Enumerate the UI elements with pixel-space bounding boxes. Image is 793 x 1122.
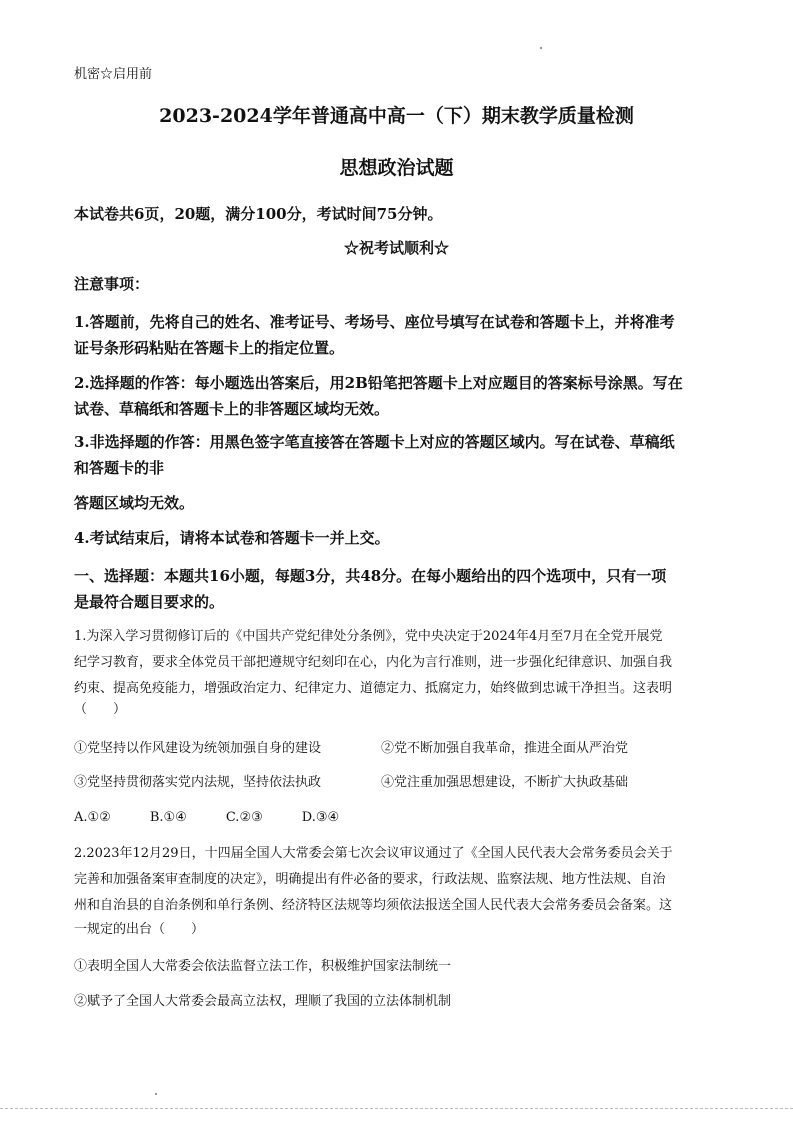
exam-subject: 思想政治试题 bbox=[339, 157, 454, 179]
note-1-line-2: 证号条形码粘贴在答题卡上的指定位置。 bbox=[74, 339, 345, 357]
q1-statement-4: ④党注重加强思想建设，不断扩大执政基础 bbox=[381, 775, 629, 790]
section-1-line-1: 一、选择题：本题共16小题，每题3分，共48分。在每小题给出的四个选项中，只有一项 bbox=[74, 567, 667, 585]
q2-statement-1: ①表明全国人大常委会依法监督立法工作，积极维护国家法制统一 bbox=[74, 959, 452, 974]
note-3-line-1: 3.非选择题的作答：用黑色签字笔直接答在答题卡上对应的答题区域内。写在试卷、草稿纸 bbox=[74, 433, 675, 451]
notes-heading: 注意事项： bbox=[74, 275, 150, 293]
q1-stem-line-1: 1.为深入学习贯彻修订后的《中国共产党纪律处分条例》，党中央决定于2024年4月至7月在全党开展党 bbox=[74, 629, 663, 644]
q2-stem-line-3: 州和自治县的自治条例和单行条例、经济特区法规等均须依法报送全国人民代表大会常务委员会备案。这 bbox=[74, 898, 673, 913]
q2-stem-line-1: 2.2023年12月29日，十四届全国人大常委会第七次会议审议通过了《全国人民代表大会常务委员会关于 bbox=[74, 846, 673, 861]
blessing: ☆祝考试顺利☆ bbox=[343, 239, 449, 257]
q1-statement-3: ③党坚持贯彻落实党内法规，坚持依法执政 bbox=[74, 775, 322, 790]
q1-stem-line-3: 约束、提高免疫能力，增强政治定力、纪律定力、道德定力、抵腐定力，始终做到忠诚干净担当。这表明 bbox=[74, 681, 673, 696]
q2-stem-line-4: 一规定的出台（ ） bbox=[74, 922, 205, 937]
note-3-line-3: 答题区域均无效。 bbox=[74, 494, 195, 512]
confidential-label: 机密☆启用前 bbox=[74, 67, 153, 82]
exam-title: 2023-2024学年普通高中高一（下）期末教学质量检测 bbox=[159, 105, 634, 127]
scan-dot bbox=[540, 47, 542, 49]
note-4: 4.考试结束后，请将本试卷和答题卡一并上交。 bbox=[74, 529, 390, 547]
q2-statement-2: ②赋予了全国人大常委会最高立法权，理顺了我国的立法体制机制 bbox=[74, 994, 452, 1009]
scan-dot bbox=[155, 1093, 157, 1095]
section-1-line-2: 是最符合题目要求的。 bbox=[74, 593, 225, 611]
q1-statement-1: ①党坚持以作风建设为统领加强自身的建设 bbox=[74, 741, 322, 756]
page-bottom-divider bbox=[0, 1108, 793, 1109]
exam-info: 本试卷共6页，20题，满分100分，考试时间75分钟。 bbox=[74, 205, 443, 223]
note-3-line-2: 和答题卡的非 bbox=[74, 459, 165, 477]
q1-stem-line-4: （ ） bbox=[74, 702, 127, 717]
q1-stem-line-2: 纪学习教育，要求全体党员干部把遵规守纪刻印在心，内化为言行准则，进一步强化纪律意识、加强自我 bbox=[74, 655, 673, 670]
note-2-line-1: 2.选择题的作答：每小题选出答案后，用2B铅笔把答题卡上对应题目的答案标号涂黑。写在 bbox=[74, 374, 683, 392]
q2-stem-line-2: 完善和加强备案审查制度的决定》，明确提出有件必备的要求，行政法规、监察法规、地方性法规、自治 bbox=[74, 872, 666, 887]
note-2-line-2: 试卷、草稿纸和答题卡上的非答题区域均无效。 bbox=[74, 400, 390, 418]
q1-choices: A.①② B.①④ C.②③ D.③④ bbox=[74, 810, 340, 825]
note-1-line-1: 1.答题前，先将自己的姓名、准考证号、考场号、座位号填写在试卷和答题卡上，并将准考 bbox=[74, 313, 675, 331]
q1-statement-2: ②党不断加强自我革命，推进全面从严治党 bbox=[381, 741, 629, 756]
